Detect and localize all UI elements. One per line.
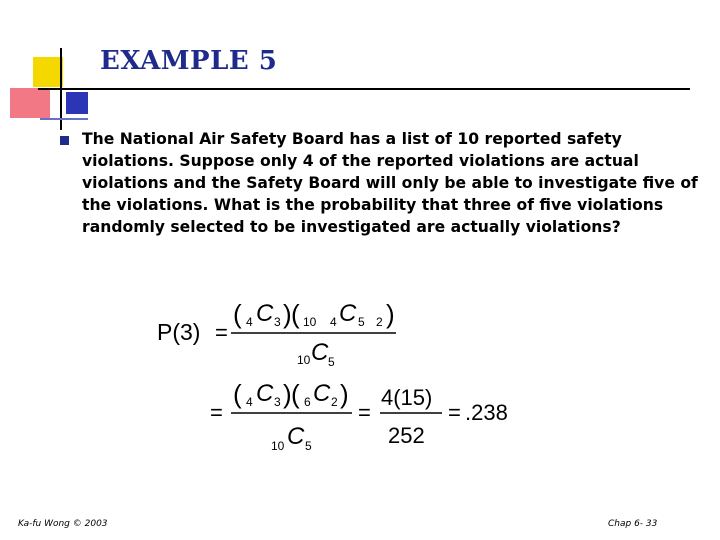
num1-paren-close-b: ): [386, 299, 395, 329]
num1-c2: C: [339, 300, 357, 327]
formula-equals-1: =: [215, 320, 228, 345]
den1-c: C: [311, 339, 329, 366]
num2-paren-close-a: ): [283, 379, 292, 409]
num1-n2-minus: 4: [330, 315, 337, 329]
formula-result: .238: [465, 400, 508, 425]
num2-k1: 3: [274, 395, 281, 409]
num1-n1: 4: [246, 315, 253, 329]
formula-equals-2: =: [210, 400, 223, 425]
den3-eval: 252: [388, 423, 425, 448]
num2-n2: 6: [304, 395, 311, 409]
den1-k: 5: [328, 355, 335, 369]
footer-author: Ka-fu Wong © 2003: [18, 519, 108, 529]
formula-equals-3: =: [358, 400, 371, 425]
num2-paren-open-b: (: [291, 379, 300, 409]
den1-n: 10: [297, 353, 311, 367]
bullet-text: The National Air Safety Board has a list of 10 reported safety violations. Suppose only 4 of the reported violations are actual violations and the Safety Board will only be able to investigate five of the violations. What is the probability that three of five violations randomly selected to be investigated are actually violations?: [82, 130, 698, 236]
num2-k2: 2: [331, 395, 338, 409]
den2-k: 5: [305, 439, 312, 453]
den2-c: C: [287, 423, 305, 450]
footer-page-number: Chap 6- 33: [608, 519, 658, 529]
num1-paren-close-a: ): [283, 299, 292, 329]
num2-n1: 4: [246, 395, 253, 409]
num3-eval: 4(15): [381, 385, 433, 410]
formula-lhs: P(3): [157, 319, 201, 345]
den2-n: 10: [271, 439, 285, 453]
num2-paren-close-b: ): [340, 379, 349, 409]
num2-c2: C: [313, 380, 331, 407]
num1-paren-open-b: (: [291, 299, 300, 329]
num1-k1: 3: [274, 315, 281, 329]
formula-equals-4: =: [448, 400, 461, 425]
num1-c1: C: [256, 300, 274, 327]
num1-n2: 10: [303, 315, 317, 329]
slide-title: EXAMPLE 5: [100, 46, 278, 76]
num1-k2: 5: [358, 315, 365, 329]
num2-paren-open-a: (: [233, 379, 242, 409]
num2-c1: C: [256, 380, 274, 407]
num1-paren-open-a: (: [233, 299, 242, 329]
num1-k2-minus: 2: [376, 315, 383, 329]
